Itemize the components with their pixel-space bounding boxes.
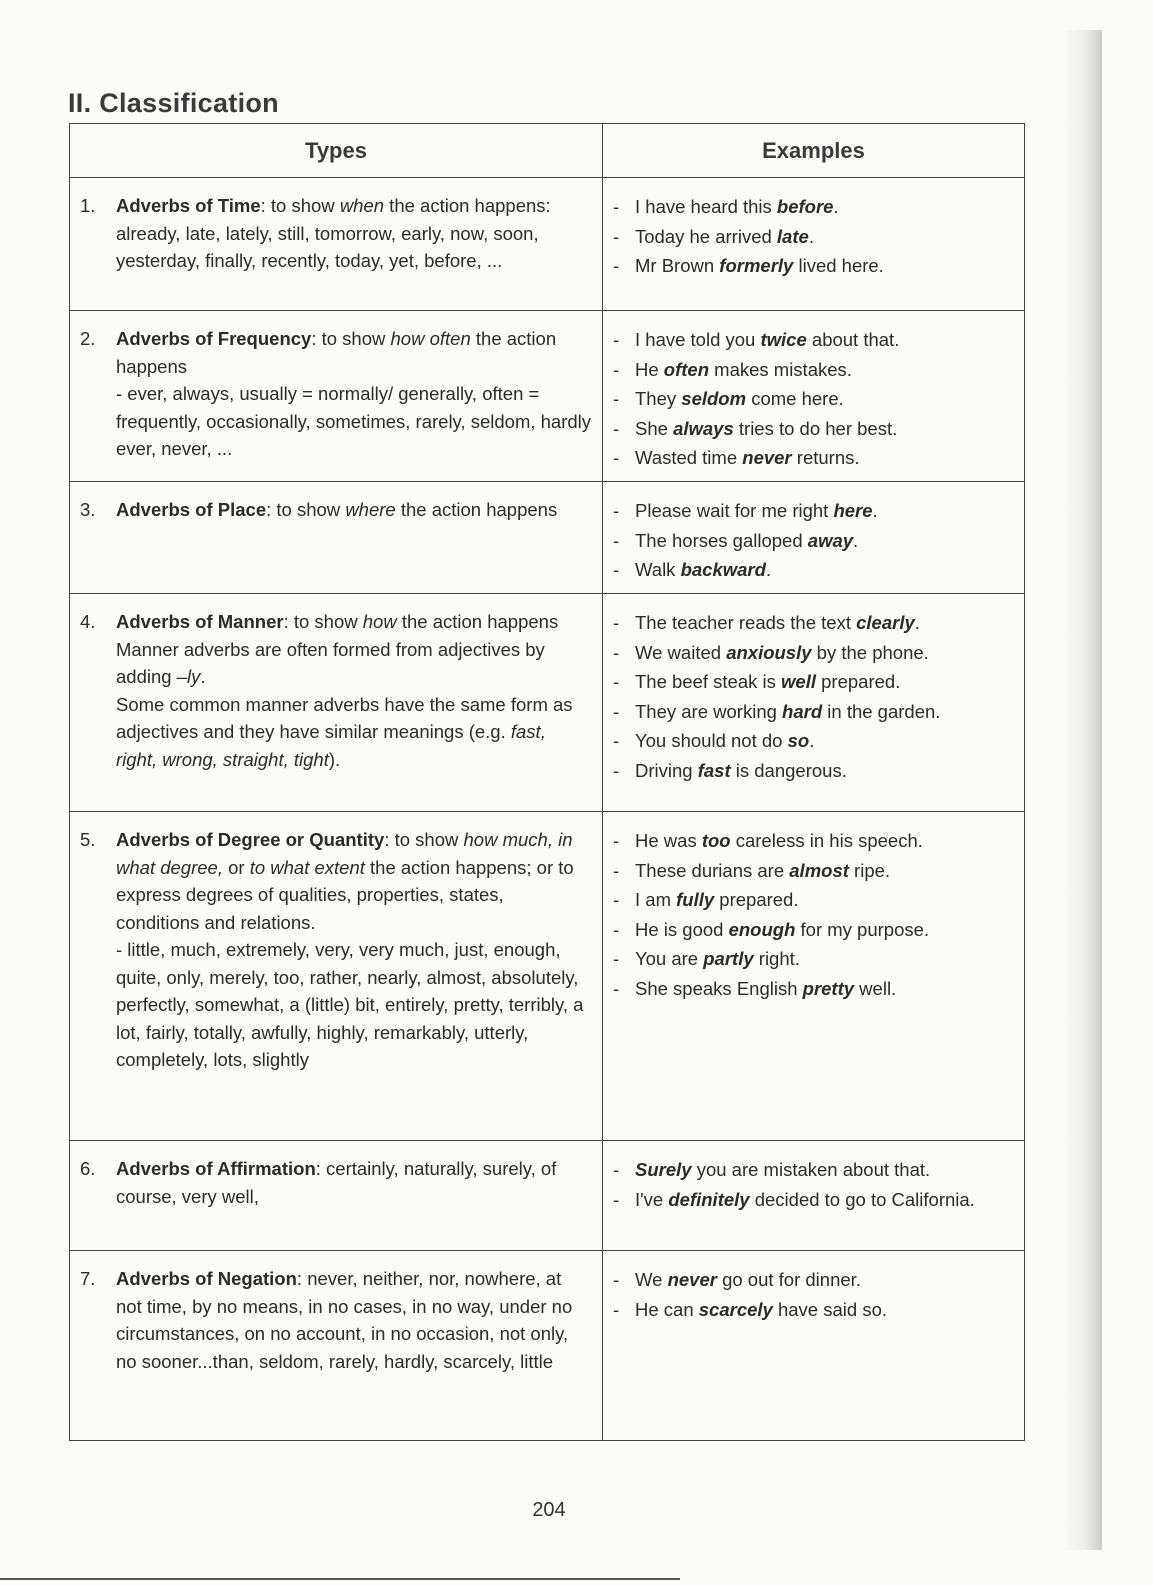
example-text	[635, 826, 1016, 856]
type-definition	[116, 325, 592, 380]
text-run: The horses galloped	[635, 529, 808, 551]
example-adverb-italic: almost	[789, 859, 849, 881]
type-cell	[70, 1251, 603, 1441]
text-run: - ever, always, usually = normally/ generally, often = frequently, occasionally, sometimes, rarely, seldom, hardly ever, never, ...	[116, 383, 592, 459]
text-run: Today he arrived	[635, 225, 777, 247]
example-adverb-italic: twice	[760, 329, 807, 350]
example-adverb-italic: scarcely	[698, 1298, 773, 1320]
bullet-dash: -	[613, 225, 620, 247]
type-item	[80, 192, 592, 275]
example-adverb-italic: well	[781, 671, 816, 692]
type-description	[116, 325, 592, 463]
example-line	[613, 1295, 1016, 1325]
text-run: .	[914, 612, 920, 633]
text-run: the action happens	[116, 328, 557, 377]
example-adverb-italic: clearly	[856, 612, 915, 633]
bullet-dash: -	[613, 759, 620, 781]
example-adverb	[760, 329, 806, 350]
text-run: : to show	[283, 611, 363, 632]
type-description	[116, 826, 592, 1074]
example-text	[635, 1295, 1016, 1325]
text-run: Please wait for me right	[635, 500, 834, 521]
text-run: right.	[753, 948, 800, 969]
example-adverb-italic: Surely	[635, 1159, 692, 1180]
bullet-dash: -	[613, 559, 620, 580]
example-adverb-italic: anxiously	[726, 641, 812, 663]
text-run: .	[833, 196, 839, 217]
example-adverb	[726, 642, 811, 663]
text-run: tries to do her best.	[733, 417, 898, 439]
example-adverb-italic: formerly	[719, 255, 794, 276]
text-run: careless in his speech.	[730, 830, 923, 851]
text-run: - little, much, extremely, very, very much, just, enough, quite, only, merely, too, rather, nearly, almost, absolutely, perfectly, somewhat, a (little) bit, entirely, pretty, terribly, a lot, fairly, totally, awfully, highly, remarkably, utterly, completely, lots, slightly	[116, 939, 584, 1070]
text-run: You are	[635, 948, 704, 969]
type-note	[116, 691, 592, 774]
example-adverb	[676, 889, 714, 910]
italic-text: where	[345, 499, 396, 520]
bullet-dash: -	[613, 948, 620, 969]
text-run: ).	[328, 748, 341, 770]
item-number: 2.	[80, 328, 96, 349]
item-number: 1.	[80, 195, 96, 216]
bullet-dash: -	[613, 977, 620, 999]
type-note	[116, 380, 592, 463]
example-adverb-italic: fast	[697, 759, 731, 781]
adverb-type-name: Adverbs of Affirmation	[116, 1158, 316, 1179]
type-description	[116, 1265, 592, 1375]
example-line	[613, 355, 1016, 385]
example-adverb-italic: here	[833, 500, 873, 521]
example-adverb-italic: hard	[782, 700, 823, 722]
item-number: 7.	[80, 1268, 96, 1289]
example-line	[613, 885, 1016, 915]
type-description	[116, 1155, 592, 1210]
type-definition	[116, 1155, 592, 1210]
example-text	[635, 355, 1016, 385]
type-item	[80, 496, 592, 524]
example-text	[635, 443, 1016, 473]
example-adverb-italic: fully	[676, 889, 715, 910]
example-adverb	[703, 948, 753, 969]
type-cell	[70, 812, 603, 1141]
example-adverb	[856, 612, 915, 633]
type-item	[80, 608, 592, 773]
example-text	[635, 697, 1016, 727]
example-adverb-italic: partly	[703, 948, 754, 969]
example-adverb-italic: pretty	[802, 977, 855, 999]
italic-text: when	[339, 195, 385, 216]
example-text	[635, 667, 1016, 697]
table-row	[70, 178, 1025, 311]
text-run: Wasted time	[635, 447, 743, 468]
example-text	[635, 1265, 1016, 1295]
examples-cell	[603, 482, 1025, 594]
text-run: .	[765, 559, 772, 580]
example-text	[635, 526, 1016, 556]
text-run: Walk	[635, 559, 681, 580]
example-adverb-italic: late	[776, 225, 809, 247]
type-cell	[70, 594, 603, 812]
bullet-dash: -	[613, 447, 620, 468]
example-adverb	[673, 418, 734, 439]
example-line	[613, 974, 1016, 1004]
example-adverb	[698, 760, 731, 781]
classification-table	[69, 123, 1025, 1441]
text-run: the action happens	[396, 611, 559, 632]
bullet-dash: -	[613, 671, 620, 692]
example-adverb	[681, 559, 766, 580]
item-number: 5.	[80, 829, 96, 850]
example-adverb-italic: so	[787, 730, 810, 751]
type-item	[80, 1155, 592, 1210]
example-text	[635, 1155, 1016, 1185]
example-adverb-italic: enough	[728, 918, 796, 940]
bullet-dash: -	[613, 417, 620, 439]
italic-text: how	[362, 611, 397, 632]
bullet-dash: -	[613, 358, 620, 380]
example-line	[613, 384, 1016, 414]
text-run: go out for dinner.	[716, 1269, 861, 1290]
text-run: : to show	[260, 195, 340, 216]
example-line	[613, 667, 1016, 697]
type-cell	[70, 178, 603, 311]
example-adverb	[781, 671, 816, 692]
text-run: He	[635, 358, 664, 380]
bullet-dash: -	[613, 255, 620, 276]
table-row	[70, 594, 1025, 812]
text-run: Manner adverbs are often formed from adjectives by adding	[116, 638, 545, 687]
type-description	[116, 608, 592, 773]
bullet-dash: -	[613, 700, 620, 722]
bullet-dash: -	[613, 612, 620, 633]
examples-cell	[603, 178, 1025, 311]
type-definition	[116, 1265, 592, 1375]
item-number: 4.	[80, 611, 96, 632]
text-run: He is good	[635, 918, 729, 940]
table-row	[70, 482, 1025, 594]
example-line	[613, 756, 1016, 786]
example-adverb	[789, 860, 849, 881]
type-cell	[70, 482, 603, 594]
examples-column-header: Examples	[603, 124, 1025, 178]
example-adverb	[719, 255, 793, 276]
text-run: He was	[635, 830, 702, 851]
bullet-dash: -	[613, 1298, 620, 1320]
example-adverb	[729, 919, 796, 940]
example-text	[635, 325, 1016, 355]
italic-text: to what extent	[249, 856, 365, 878]
italic-text: –ly	[176, 666, 201, 687]
text-run: by the phone.	[811, 641, 929, 663]
example-line	[613, 496, 1016, 526]
adverb-type-name: Adverbs of Negation	[116, 1268, 297, 1289]
scan-edge-shadow	[1062, 30, 1102, 1550]
example-adverb-italic: always	[673, 417, 734, 439]
text-run: .	[809, 730, 815, 751]
text-run: come here.	[746, 388, 844, 409]
example-line	[613, 222, 1016, 252]
type-definition	[116, 192, 592, 275]
example-adverb-italic: seldom	[681, 388, 747, 409]
text-run: : to show	[311, 328, 391, 349]
text-run: They	[635, 388, 682, 409]
text-run: : to show	[266, 499, 346, 520]
example-line	[613, 826, 1016, 856]
example-line	[613, 856, 1016, 886]
text-run: lived here.	[793, 255, 884, 276]
example-line	[613, 526, 1016, 556]
example-text	[635, 974, 1016, 1004]
text-run: The beef steak is	[635, 671, 782, 692]
text-run: Some common manner adverbs have the same form as adjectives and they have similar meanings (e.g.	[116, 693, 573, 742]
text-run: have said so.	[772, 1298, 887, 1320]
examples-cell	[603, 1251, 1025, 1441]
example-line	[613, 726, 1016, 756]
type-cell	[70, 1141, 603, 1251]
bullet-dash: -	[613, 918, 620, 940]
example-line	[613, 697, 1016, 727]
example-text	[635, 726, 1016, 756]
example-line	[613, 944, 1016, 974]
example-text	[635, 414, 1016, 444]
text-run: Driving	[635, 759, 698, 781]
bullet-dash: -	[613, 500, 620, 521]
example-line	[613, 325, 1016, 355]
text-run: I have told you	[635, 329, 761, 350]
example-adverb	[635, 1159, 692, 1180]
example-adverb	[681, 388, 746, 409]
example-adverb-italic: too	[701, 830, 731, 851]
bullet-dash: -	[613, 196, 620, 217]
table-row	[70, 1141, 1025, 1251]
example-adverb-italic: often	[663, 358, 710, 380]
example-adverb-italic: never	[667, 1269, 717, 1290]
table-body	[70, 178, 1025, 1441]
section-heading: II. Classification	[68, 88, 279, 118]
bullet-dash: -	[613, 1159, 620, 1180]
text-run: They are working	[635, 700, 783, 722]
table-header-row	[70, 124, 1025, 178]
bullet-dash: -	[613, 388, 620, 409]
example-line	[613, 414, 1016, 444]
example-adverb	[782, 701, 822, 722]
examples-cell	[603, 311, 1025, 482]
italic-text: how often	[390, 328, 471, 349]
example-text	[635, 944, 1016, 974]
text-run: .	[853, 529, 859, 551]
example-adverb	[668, 1269, 717, 1290]
text-run: returns.	[791, 447, 860, 468]
italic-text: how much, in what degree,	[116, 829, 573, 878]
table-row	[70, 812, 1025, 1141]
text-run: These durians are	[635, 859, 790, 881]
text-run: The teacher reads the text	[635, 612, 857, 633]
example-text	[635, 496, 1016, 526]
text-run: is dangerous.	[730, 759, 847, 781]
bullet-dash: -	[613, 730, 620, 751]
type-description	[116, 192, 592, 275]
text-run: or	[222, 856, 250, 878]
text-run: Mr Brown	[635, 255, 720, 276]
italic-text: fast, right, wrong, straight, tight	[116, 721, 546, 770]
type-cell	[70, 311, 603, 482]
examples-cell	[603, 1141, 1025, 1251]
example-text	[635, 1185, 1016, 1215]
example-adverb	[803, 978, 854, 999]
text-run: .	[872, 500, 878, 521]
example-text	[635, 638, 1016, 668]
text-run: I have heard this	[635, 196, 777, 217]
type-note	[116, 636, 592, 691]
example-adverb-italic: never	[742, 447, 792, 468]
example-adverb	[808, 530, 853, 551]
text-run: : to show	[384, 829, 464, 850]
example-line	[613, 1265, 1016, 1295]
example-line	[613, 638, 1016, 668]
bullet-dash: -	[613, 889, 620, 910]
example-line	[613, 915, 1016, 945]
text-run: well.	[854, 977, 897, 999]
example-adverb-italic: away	[807, 529, 854, 551]
example-line	[613, 192, 1016, 222]
text-run: .	[200, 666, 206, 687]
type-definition	[116, 608, 592, 636]
text-run: makes mistakes.	[709, 358, 852, 380]
text-run: We waited	[635, 641, 727, 663]
text-run: prepared.	[714, 889, 799, 910]
example-adverb	[699, 1299, 773, 1320]
examples-cell	[603, 594, 1025, 812]
type-definition	[116, 826, 592, 936]
bullet-dash: -	[613, 1269, 620, 1290]
text-run: prepared.	[816, 671, 901, 692]
example-adverb	[777, 196, 834, 217]
example-text	[635, 915, 1016, 945]
type-item	[80, 1265, 592, 1375]
text-run: She speaks English	[635, 977, 803, 999]
bullet-dash: -	[613, 641, 620, 663]
example-adverb	[833, 500, 872, 521]
example-adverb	[664, 359, 709, 380]
text-run: He can	[635, 1298, 699, 1320]
text-run: You should not do	[635, 730, 788, 751]
example-adverb-italic: before	[776, 196, 834, 217]
bottom-rule	[0, 1578, 680, 1580]
example-text	[635, 192, 1016, 222]
example-text	[635, 251, 1016, 281]
page-number: 204	[532, 1499, 566, 1521]
examples-cell	[603, 812, 1025, 1141]
example-text	[635, 885, 1016, 915]
type-note	[116, 936, 592, 1074]
adverb-type-name: Adverbs of Place	[116, 499, 267, 520]
example-line	[613, 1155, 1016, 1185]
example-adverb-italic: backward	[680, 559, 766, 580]
example-line	[613, 608, 1016, 638]
text-run: decided to go to California.	[749, 1188, 975, 1210]
text-run: you are mistaken about that.	[691, 1159, 931, 1180]
example-line	[613, 443, 1016, 473]
example-text	[635, 608, 1016, 638]
text-run: We	[635, 1269, 668, 1290]
adverb-type-name: Adverbs of Manner	[116, 611, 284, 632]
text-run: : certainly, naturally, surely, of course, very well,	[116, 1158, 557, 1207]
example-adverb	[742, 447, 791, 468]
example-text	[635, 856, 1016, 886]
text-run: She	[635, 417, 674, 439]
example-adverb	[777, 226, 809, 247]
adverb-type-name: Adverbs of Frequency	[116, 328, 312, 349]
text-run: .	[808, 225, 814, 247]
text-run: : never, neither, nor, nowhere, at not time, by no means, in no cases, in no way, under no circumstances, on no account, in no occasion, not only, no sooner...than, seldom, rarely, hardly, scarcely, little	[116, 1268, 573, 1372]
example-line	[613, 251, 1016, 281]
bullet-dash: -	[613, 529, 620, 551]
text-run: I am	[635, 889, 677, 910]
bullet-dash: -	[613, 830, 620, 851]
table-row	[70, 311, 1025, 482]
text-run: I've	[635, 1188, 669, 1210]
text-run: about that.	[806, 329, 900, 350]
type-item	[80, 325, 592, 463]
example-adverb	[668, 1189, 749, 1210]
type-definition	[116, 496, 592, 524]
table-row	[70, 1251, 1025, 1441]
adverb-type-name: Adverbs of Degree or Quantity	[116, 829, 385, 850]
types-column-header: Types	[70, 124, 603, 178]
example-line	[613, 555, 1016, 585]
item-number: 3.	[80, 499, 96, 520]
adverb-type-name: Adverbs of Time	[116, 195, 261, 216]
type-item	[80, 826, 592, 1074]
text-run: for my purpose.	[795, 918, 930, 940]
example-text	[635, 222, 1016, 252]
example-text	[635, 384, 1016, 414]
example-adverb-italic: definitely	[668, 1188, 750, 1210]
text-run: the action happens: already, late, lately, still, tomorrow, early, now, soon, yesterday, finally, recently, today, yet, before, ...	[116, 195, 551, 271]
bullet-dash: -	[613, 859, 620, 881]
example-adverb	[702, 830, 731, 851]
text-run: ripe.	[848, 859, 891, 881]
text-run: the action happens	[395, 499, 558, 520]
bullet-dash: -	[613, 1188, 620, 1210]
example-adverb	[788, 730, 810, 751]
example-text	[635, 555, 1016, 585]
bullet-dash: -	[613, 329, 620, 350]
text-run: in the garden.	[822, 700, 941, 722]
item-number: 6.	[80, 1158, 96, 1179]
type-description	[116, 496, 592, 524]
text-run: the action happens; or to express degrees of qualities, properties, states, conditions and relations.	[116, 856, 574, 933]
example-line	[613, 1185, 1016, 1215]
example-text	[635, 756, 1016, 786]
